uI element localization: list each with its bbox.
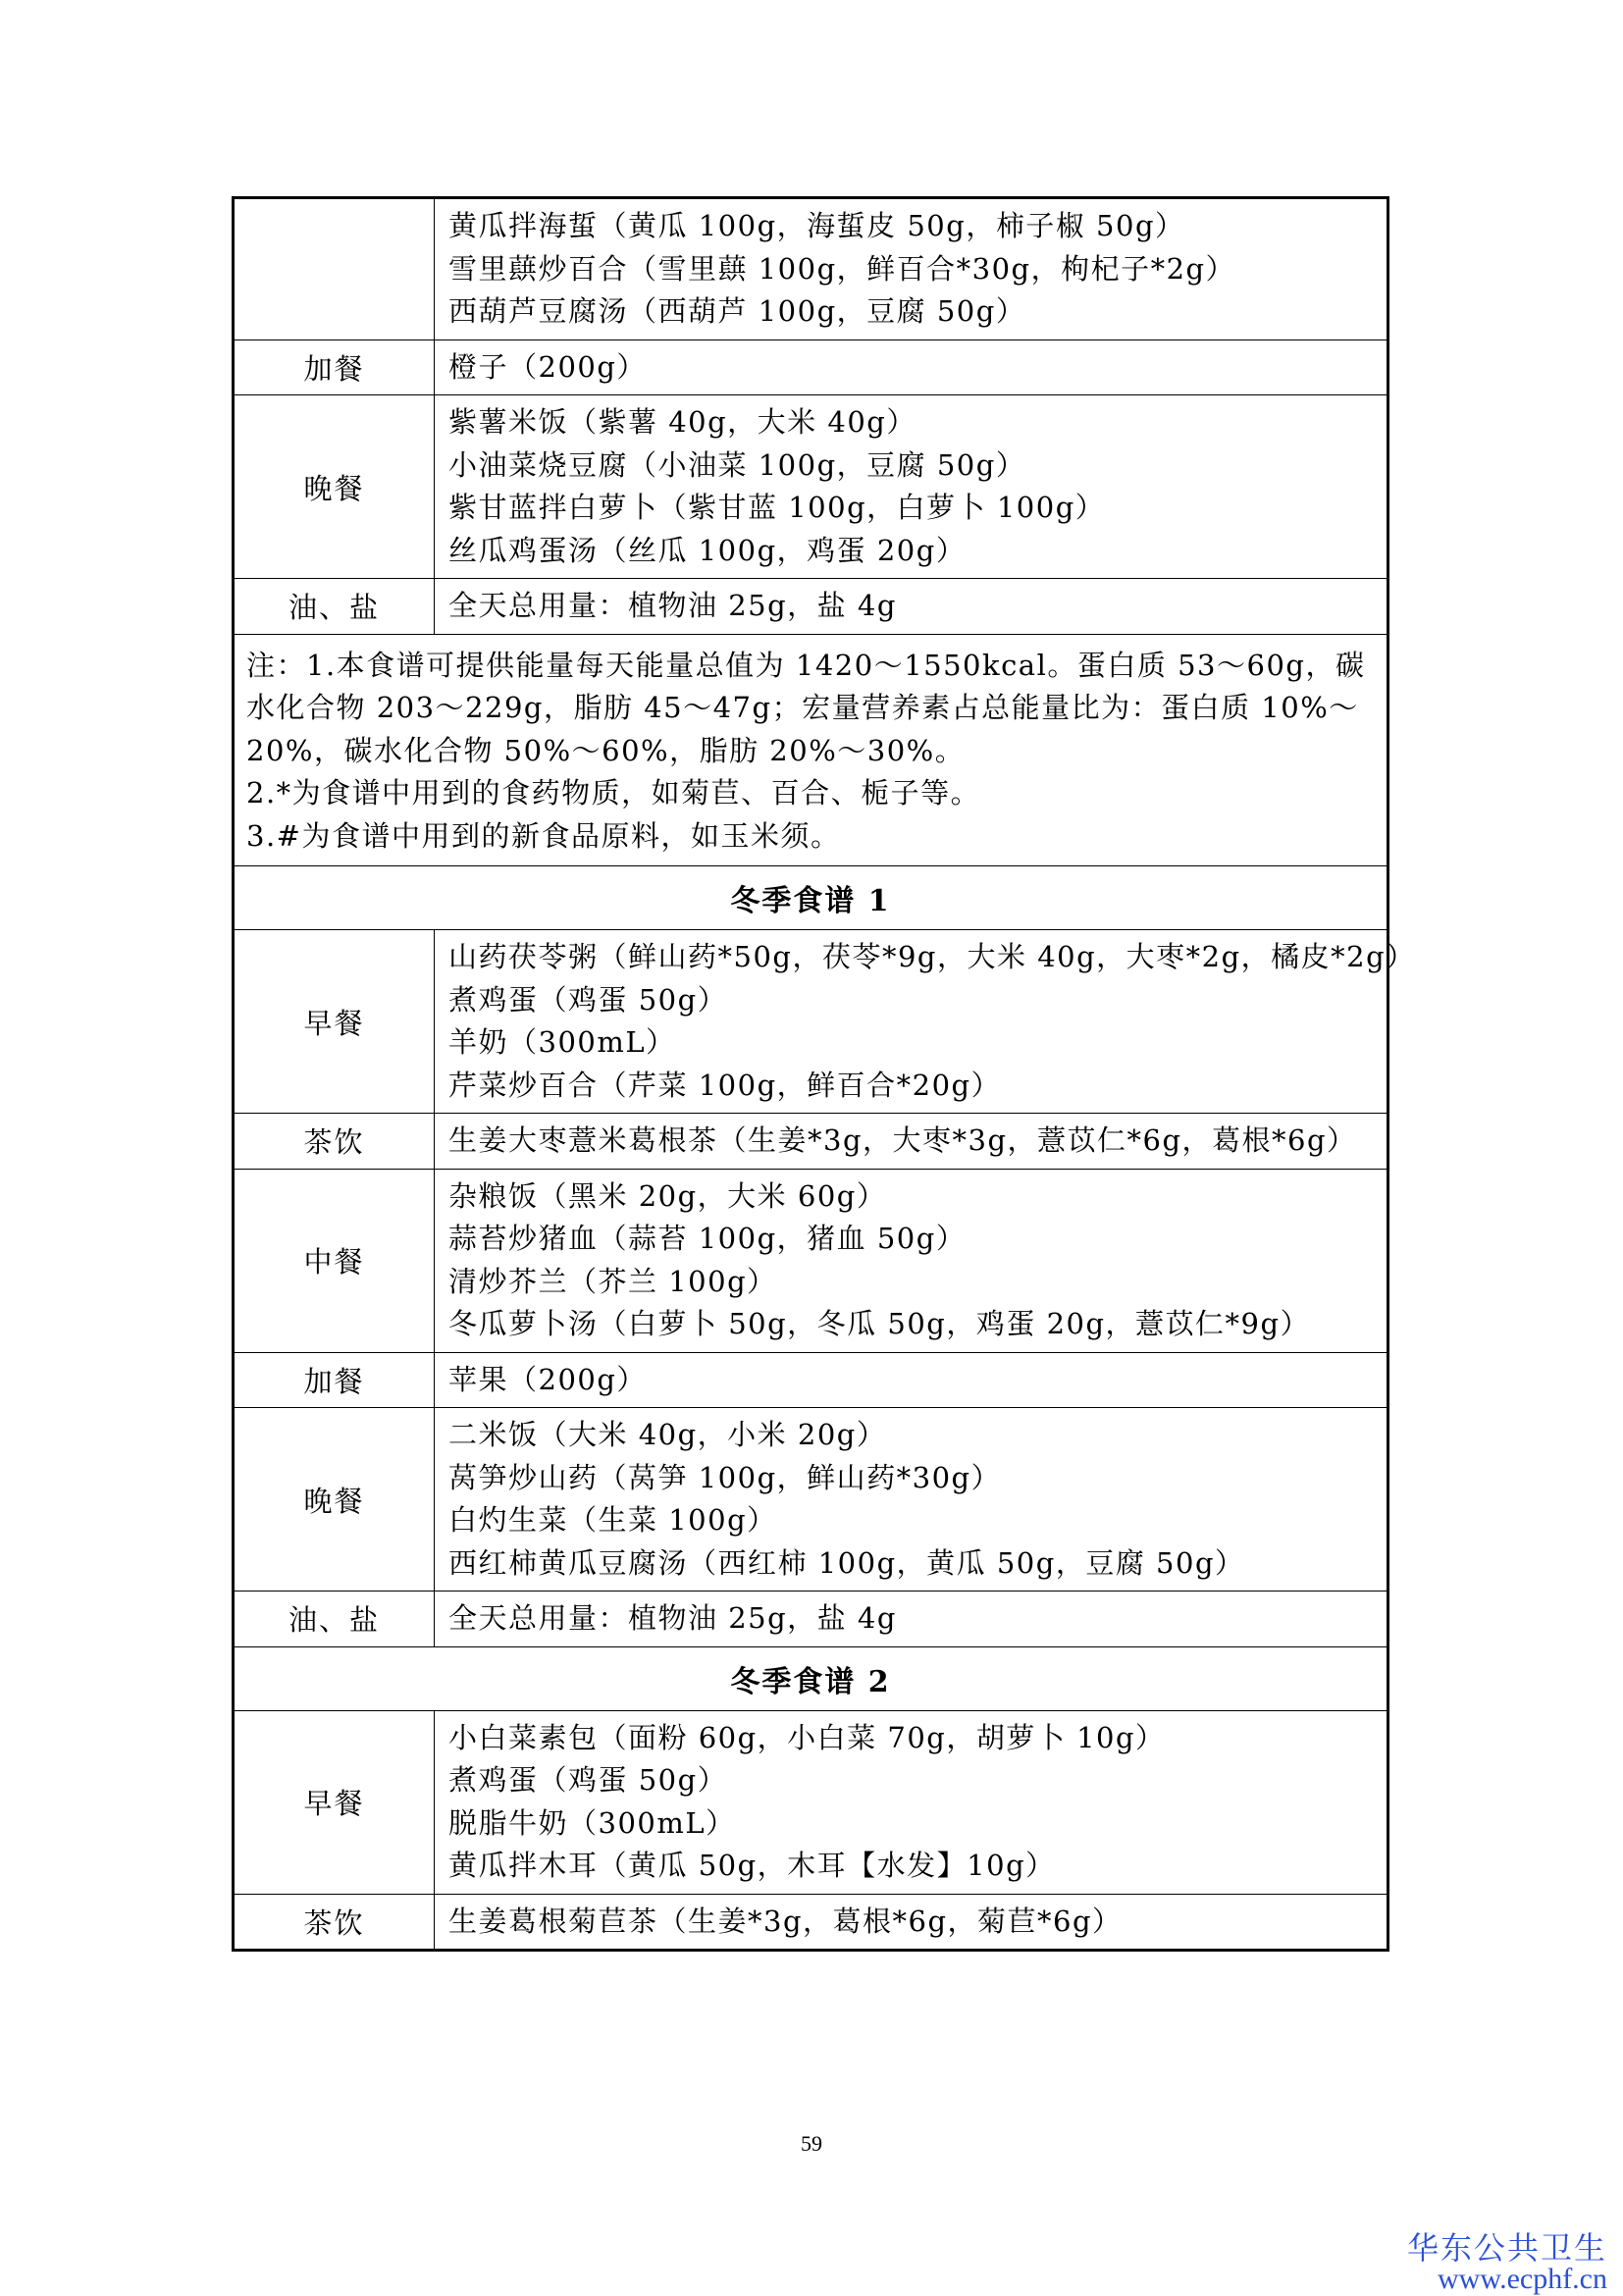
- recipe-table: [232, 196, 1416, 1952]
- page-number: 59: [801, 2131, 822, 2156]
- meal-items: [435, 1408, 1388, 1592]
- meal-label: 晚餐: [234, 395, 435, 579]
- note-line: 2.*为食谱中用到的食药物质，如菊苣、百合、栀子等。: [246, 776, 981, 809]
- meal-row: [234, 930, 1388, 1114]
- dish-item: 小油菜烧豆腐（小油菜 100g，豆腐 50g）: [448, 447, 1026, 482]
- note-row: [234, 634, 1388, 866]
- meal-label: 早餐: [234, 930, 435, 1114]
- meal-items: [435, 198, 1388, 340]
- dish-item: 紫甘蓝拌白萝卜（紫甘蓝 100g，白萝卜 100g）: [448, 491, 1106, 524]
- meal-row: [234, 1114, 1388, 1170]
- dish-item: 西葫芦豆腐汤（西葫芦 100g，豆腐 50g）: [448, 294, 1026, 328]
- dish-item: 芹菜炒百合（芹菜 100g，鲜百合*20g）: [448, 1068, 1002, 1102]
- dish-item: 雪里蕻炒百合（雪里蕻 100g，鲜百合*30g，枸杞子*2g）: [448, 251, 1236, 286]
- dish-item: 小白菜素包（面粉 60g，小白菜 70g，胡萝卜 10g）: [448, 1720, 1166, 1754]
- meal-row: [234, 1408, 1388, 1592]
- meal-row: [234, 1894, 1388, 1951]
- watermark-url: www.ecphf.cn: [1438, 2263, 1607, 2295]
- meal-row: [234, 198, 1388, 340]
- meal-label: 茶饮: [234, 1114, 435, 1170]
- meal-items: [435, 339, 1388, 395]
- note-cell: [234, 634, 1388, 866]
- meal-row: [234, 1169, 1388, 1352]
- meal-row: [234, 1352, 1388, 1408]
- dish-item: 苹果（200g）: [448, 1362, 647, 1396]
- meal-label: 早餐: [234, 1710, 435, 1894]
- meal-label: 油、盐: [234, 579, 435, 635]
- dish-item: 黄瓜拌木耳（黄瓜 50g，木耳【水发】10g）: [448, 1849, 1056, 1882]
- watermark-name: 华东公共卫生: [1406, 2229, 1607, 2267]
- meal-row: [234, 579, 1388, 635]
- meal-row: [234, 339, 1388, 395]
- meal-items: [435, 1592, 1388, 1647]
- meal-label: 茶饮: [234, 1894, 435, 1951]
- dish-item: 橙子（200g）: [448, 349, 647, 384]
- dish-item: 山药茯苓粥（鲜山药*50g，茯苓*9g，大米 40g，大枣*2g，橘皮*2g）: [448, 940, 1416, 973]
- meal-row: [234, 1592, 1388, 1647]
- dish-item: 白灼生菜（生菜 100g）: [448, 1503, 777, 1537]
- dish-item: 全天总用量：植物油 25g，盐 4g: [448, 1601, 897, 1635]
- meal-items: [435, 1710, 1388, 1894]
- meal-items: [435, 1114, 1388, 1170]
- meal-label: 油、盐: [234, 1592, 435, 1647]
- meal-items: [435, 1352, 1388, 1408]
- dish-item: 杂粮饭（黑米 20g，大米 60g）: [448, 1178, 887, 1213]
- dish-item: 煮鸡蛋（鸡蛋 50g）: [448, 1763, 728, 1797]
- dish-item: 全天总用量：植物油 25g，盐 4g: [448, 589, 897, 622]
- dish-item: 冬瓜萝卜汤（白萝卜 50g，冬瓜 50g，鸡蛋 20g，薏苡仁*9g）: [448, 1307, 1311, 1340]
- section-row: [234, 1646, 1388, 1710]
- meal-items: [435, 395, 1388, 579]
- dish-item: 脱脂牛奶（300mL）: [448, 1805, 736, 1840]
- dish-item: 莴笋炒山药（莴笋 100g，鲜山药*30g）: [448, 1460, 1002, 1494]
- dish-item: 丝瓜鸡蛋汤（丝瓜 100g，鸡蛋 20g）: [448, 533, 967, 567]
- dish-item: 西红柿黄瓜豆腐汤（西红柿 100g，黄瓜 50g，豆腐 50g）: [448, 1545, 1245, 1580]
- dish-item: 黄瓜拌海蜇（黄瓜 100g，海蜇皮 50g，柿子椒 50g）: [448, 209, 1185, 242]
- meal-label: 加餐: [234, 339, 435, 395]
- dish-item: 生姜大枣薏米葛根茶（生姜*3g，大枣*3g，薏苡仁*6g，葛根*6g）: [448, 1123, 1357, 1157]
- meal-items: [435, 579, 1388, 635]
- meal-row: [234, 1710, 1388, 1894]
- note-line: 注：1.本食谱可提供能量每天能量总值为 1420～1550kcal。蛋白质 53～60g，碳水化合物 203～229g，脂肪 45～47g；宏量营养素占总能量比为：蛋白质 10%～20%，碳水化合物 50%～60%，脂肪 20%～30%。: [246, 648, 1366, 767]
- note-line: 3.#为食谱中用到的新食品原料，如玉米须。: [246, 818, 841, 853]
- meal-items: [435, 930, 1416, 1114]
- meal-label: [234, 198, 435, 340]
- meal-label: 晚餐: [234, 1408, 435, 1592]
- meal-label: 中餐: [234, 1169, 435, 1352]
- dish-item: 生姜葛根菊苣茶（生姜*3g，葛根*6g，菊苣*6g）: [448, 1904, 1123, 1938]
- dish-item: 羊奶（300mL）: [448, 1025, 676, 1059]
- section-title: 冬季食谱 1: [234, 866, 1388, 930]
- dish-item: 清炒芥兰（芥兰 100g）: [448, 1264, 777, 1298]
- dish-item: 紫薯米饭（紫薯 40g，大米 40g）: [448, 405, 916, 439]
- dish-item: 煮鸡蛋（鸡蛋 50g）: [448, 982, 728, 1017]
- section-row: [234, 866, 1388, 930]
- meal-items: [435, 1169, 1388, 1352]
- meal-items: [435, 1894, 1388, 1951]
- meal-label: 加餐: [234, 1352, 435, 1408]
- dish-item: 蒜苔炒猪血（蒜苔 100g，猪血 50g）: [448, 1222, 967, 1255]
- dish-item: 二米饭（大米 40g，小米 20g）: [448, 1418, 887, 1451]
- section-title: 冬季食谱 2: [234, 1646, 1388, 1710]
- meal-row: [234, 395, 1388, 579]
